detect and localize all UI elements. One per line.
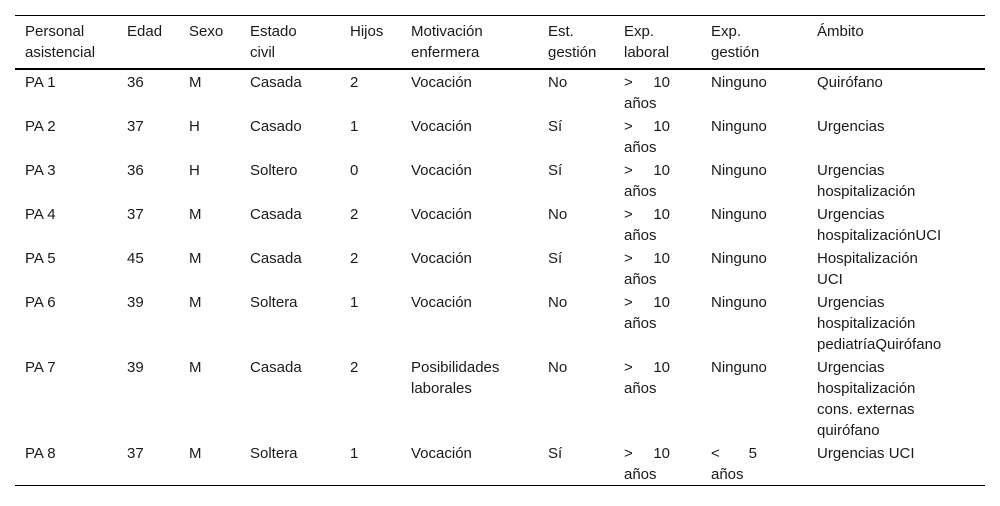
- cell-personal: PA 8: [25, 445, 56, 462]
- cell-est-gestion: Sí: [548, 118, 563, 135]
- cell-exp-laboral-unit: años: [624, 95, 657, 112]
- cell-exp-gestion-unit: años: [711, 466, 744, 483]
- cell-sexo: M: [189, 206, 202, 223]
- cell-exp-laboral: [614, 69, 701, 114]
- cell-hijos: 2: [350, 359, 359, 376]
- cell-hijos: 1: [350, 294, 359, 311]
- cell-estado-civil: Casada: [250, 74, 302, 91]
- table-row: [15, 441, 985, 486]
- header-exp-laboral: Exp. laboral: [624, 23, 670, 61]
- cell-sexo: H: [189, 162, 200, 179]
- cell-exp-laboral-unit: años: [624, 380, 657, 397]
- cell-estado-civil: Casada: [250, 206, 302, 223]
- cell-personal: PA 2: [25, 118, 56, 135]
- cell-exp-gestion-number: 5: [748, 445, 757, 462]
- cell-motivacion: Posibilidades laborales: [411, 359, 500, 397]
- cell-personal: PA 6: [25, 294, 56, 311]
- cell-exp-gestion: Ninguno: [711, 118, 767, 135]
- cell-estado-civil: Soltero: [250, 162, 298, 179]
- cell-estado-civil: Soltera: [250, 294, 298, 311]
- cell-exp-laboral-number: 10: [653, 162, 670, 179]
- cell-exp-laboral-unit: años: [624, 183, 657, 200]
- table-row: [15, 202, 985, 246]
- cell-exp-laboral-symbol: >: [624, 359, 633, 376]
- cell-estado-civil: Soltera: [250, 445, 298, 462]
- table-row: [15, 355, 985, 441]
- cell-hijos: 1: [350, 118, 359, 135]
- cell-ambito: Quirófano: [817, 74, 883, 91]
- cell-personal: PA 5: [25, 250, 56, 267]
- cell-exp-laboral-symbol: >: [624, 206, 633, 223]
- cell-exp-laboral-symbol: >: [624, 74, 633, 91]
- header-personal: Personal asistencial: [25, 23, 96, 61]
- cell-personal: PA 4: [25, 206, 56, 223]
- header-est-gestion: Est. gestión: [548, 23, 597, 61]
- cell-ambito: Urgencias hospitalización cons. externas quirófano: [817, 359, 916, 439]
- cell-est-gestion: No: [548, 206, 568, 223]
- cell-exp-laboral-number: 10: [653, 206, 670, 223]
- cell-sexo: M: [189, 74, 202, 91]
- cell-sexo: H: [189, 118, 200, 135]
- cell-edad: 37: [127, 206, 144, 223]
- cell-sexo: M: [189, 294, 202, 311]
- cell-hijos: 1: [350, 445, 359, 462]
- cell-ambito: Urgencias UCI: [817, 445, 915, 462]
- cell-exp-laboral-symbol: >: [624, 250, 633, 267]
- cell-exp-laboral-number: 10: [653, 294, 670, 311]
- cell-sexo: M: [189, 445, 202, 462]
- cell-motivacion: Vocación: [411, 118, 472, 135]
- cell-exp-laboral-number: 10: [653, 359, 670, 376]
- cell-exp-laboral: [614, 246, 701, 290]
- cell-exp-gestion: Ninguno: [711, 294, 767, 311]
- cell-estado-civil: Casada: [250, 359, 302, 376]
- cell-hijos: 2: [350, 74, 359, 91]
- cell-edad: 37: [127, 118, 144, 135]
- cell-exp-laboral-unit: años: [624, 466, 657, 483]
- cell-est-gestion: No: [548, 294, 568, 311]
- cell-ambito: Urgencias hospitalización pediatríaQuirófano: [817, 294, 942, 353]
- header-edad: Edad: [127, 23, 163, 40]
- cell-estado-civil: Casada: [250, 250, 302, 267]
- cell-exp-laboral-unit: años: [624, 315, 657, 332]
- table-container: [15, 15, 985, 486]
- header-ambito: Ámbito: [817, 23, 864, 40]
- table-row: [15, 114, 985, 158]
- cell-exp-gestion: [701, 441, 807, 486]
- header-estado-civil: Estado civil: [250, 23, 297, 61]
- cell-ambito: Urgencias: [817, 118, 885, 135]
- cell-ambito: Urgencias hospitalización: [817, 162, 916, 200]
- cell-hijos: 0: [350, 162, 359, 179]
- cell-exp-laboral: [614, 202, 701, 246]
- cell-motivacion: Vocación: [411, 206, 472, 223]
- cell-est-gestion: Sí: [548, 162, 563, 179]
- cell-exp-laboral-symbol: >: [624, 294, 633, 311]
- cell-exp-gestion: Ninguno: [711, 359, 767, 376]
- table-row: [15, 290, 985, 355]
- cell-exp-laboral: [614, 355, 701, 441]
- cell-sexo: M: [189, 250, 202, 267]
- header-motivacion: Motivación enfermera: [411, 23, 483, 61]
- cell-exp-laboral: [614, 158, 701, 202]
- cell-edad: 36: [127, 162, 144, 179]
- cell-exp-laboral: [614, 290, 701, 355]
- cell-edad: 45: [127, 250, 144, 267]
- cell-est-gestion: No: [548, 359, 568, 376]
- header-sexo: Sexo: [189, 23, 224, 40]
- header-exp-gestion: Exp. gestión: [711, 23, 760, 61]
- header-hijos: Hijos: [350, 23, 384, 40]
- cell-est-gestion: Sí: [548, 445, 563, 462]
- cell-personal: PA 1: [25, 74, 56, 91]
- cell-est-gestion: No: [548, 74, 568, 91]
- cell-exp-laboral-unit: años: [624, 139, 657, 156]
- cell-exp-laboral-symbol: >: [624, 162, 633, 179]
- cell-exp-laboral-unit: años: [624, 227, 657, 244]
- header-row: [15, 16, 985, 70]
- cell-motivacion: Vocación: [411, 74, 472, 91]
- cell-ambito: Urgencias hospitalizaciónUCI: [817, 206, 942, 244]
- cell-motivacion: Vocación: [411, 445, 472, 462]
- cell-est-gestion: Sí: [548, 250, 563, 267]
- cell-edad: 39: [127, 294, 144, 311]
- cell-exp-laboral-symbol: >: [624, 445, 633, 462]
- cell-hijos: 2: [350, 250, 359, 267]
- cell-estado-civil: Casado: [250, 118, 302, 135]
- table-row: [15, 246, 985, 290]
- cell-exp-laboral-number: 10: [653, 74, 670, 91]
- cell-exp-laboral-number: 10: [653, 445, 670, 462]
- cell-exp-gestion: Ninguno: [711, 206, 767, 223]
- table-row: [15, 69, 985, 114]
- cell-personal: PA 3: [25, 162, 56, 179]
- cell-personal: PA 7: [25, 359, 56, 376]
- cell-edad: 39: [127, 359, 144, 376]
- cell-motivacion: Vocación: [411, 162, 472, 179]
- cell-exp-laboral: [614, 441, 701, 486]
- cell-exp-gestion: Ninguno: [711, 162, 767, 179]
- cell-motivacion: Vocación: [411, 250, 472, 267]
- cell-exp-laboral-unit: años: [624, 271, 657, 288]
- cell-exp-gestion: Ninguno: [711, 74, 767, 91]
- cell-ambito: Hospitalización UCI: [817, 250, 918, 288]
- participants-table: [15, 15, 985, 486]
- cell-exp-gestion: Ninguno: [711, 250, 767, 267]
- cell-exp-laboral-number: 10: [653, 250, 670, 267]
- cell-edad: 36: [127, 74, 144, 91]
- cell-exp-gestion-symbol: <: [711, 445, 720, 462]
- table-row: [15, 158, 985, 202]
- cell-exp-laboral-number: 10: [653, 118, 670, 135]
- cell-hijos: 2: [350, 206, 359, 223]
- cell-edad: 37: [127, 445, 144, 462]
- cell-motivacion: Vocación: [411, 294, 472, 311]
- cell-exp-laboral-symbol: >: [624, 118, 633, 135]
- cell-exp-laboral: [614, 114, 701, 158]
- cell-sexo: M: [189, 359, 202, 376]
